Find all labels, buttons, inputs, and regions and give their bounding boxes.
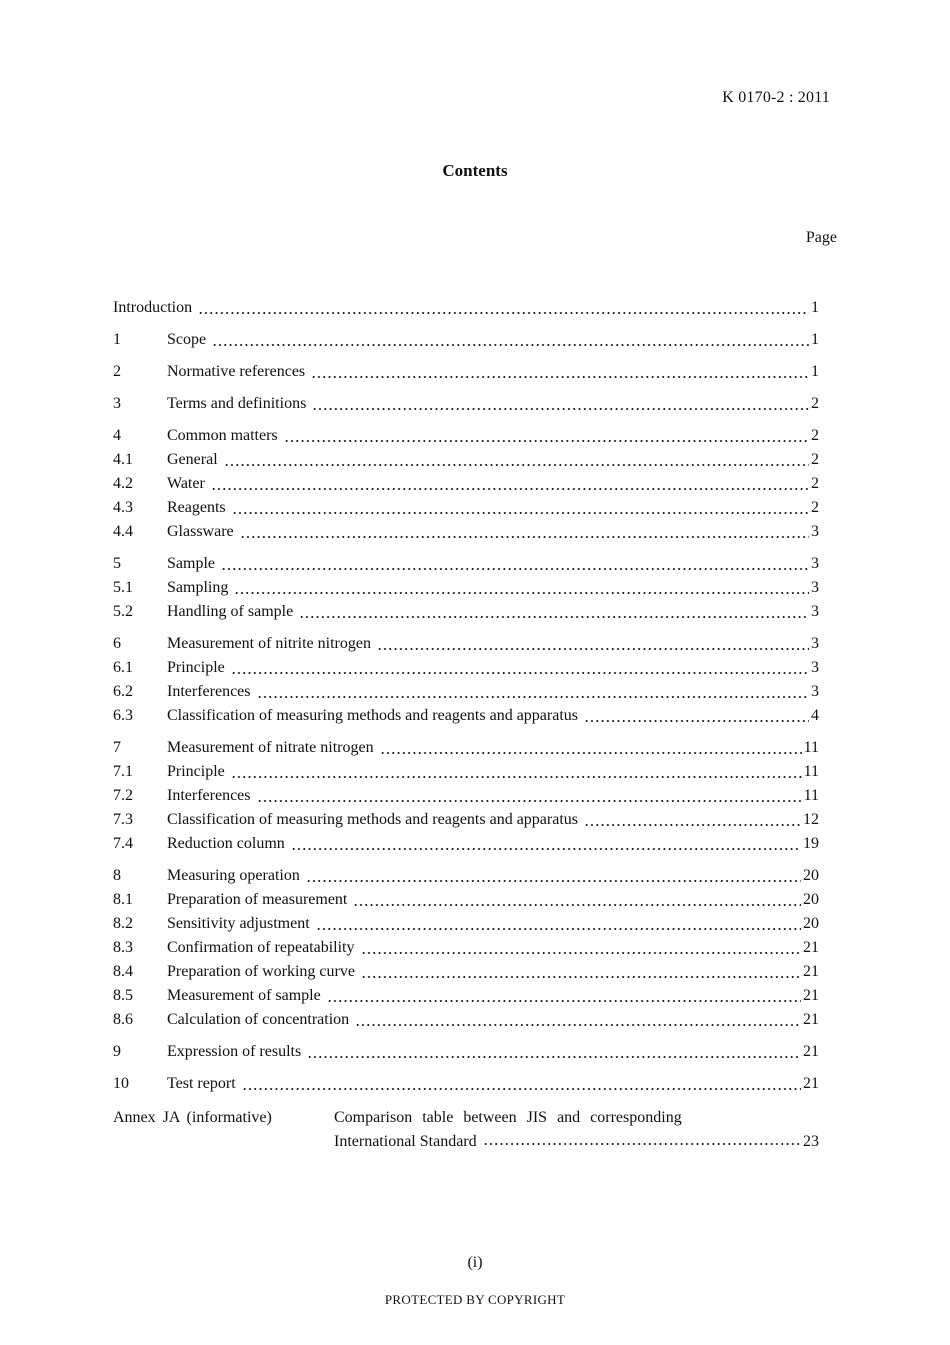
toc-entry[interactable] bbox=[113, 1011, 819, 1035]
dot-leader bbox=[231, 672, 809, 674]
toc-entry[interactable] bbox=[113, 603, 819, 627]
toc-entry[interactable] bbox=[113, 835, 819, 859]
toc-entry-title: Measurement of sample bbox=[167, 987, 321, 1004]
dot-leader bbox=[211, 488, 809, 490]
toc-entry-title: Interferences bbox=[167, 787, 251, 804]
toc-entry-title: Sensitivity adjustment bbox=[167, 915, 310, 932]
toc-entry-number: 7.2 bbox=[113, 787, 133, 804]
toc-entry-number: 8.5 bbox=[113, 987, 133, 1004]
toc-entry-page: 4 bbox=[811, 707, 819, 724]
document-id: K 0170-2 : 2011 bbox=[722, 89, 830, 106]
toc-entry-title: Handling of sample bbox=[167, 603, 294, 620]
toc-entry[interactable] bbox=[113, 915, 819, 939]
toc-entry-number: 8.6 bbox=[113, 1011, 133, 1028]
toc-entry-page: 2 bbox=[811, 395, 819, 412]
toc-entry-title: Calculation of concentration bbox=[167, 1011, 350, 1028]
toc-entry[interactable] bbox=[113, 299, 819, 323]
toc-entry-title: Expression of results bbox=[167, 1043, 302, 1060]
dot-leader bbox=[234, 592, 809, 594]
toc-entry-page: 3 bbox=[811, 523, 819, 540]
dot-leader bbox=[198, 312, 809, 314]
toc-entry[interactable] bbox=[113, 475, 819, 499]
toc-entry-title: Principle bbox=[167, 659, 225, 676]
annex-title-line2: International Standard bbox=[334, 1133, 477, 1150]
toc-entry[interactable] bbox=[113, 763, 819, 787]
toc-entry-title: Preparation of working curve bbox=[167, 963, 355, 980]
dot-leader bbox=[355, 1024, 801, 1026]
toc-entry-page: 21 bbox=[803, 987, 819, 1004]
toc-entry-page: 3 bbox=[811, 555, 819, 572]
toc-entry-page: 20 bbox=[803, 891, 819, 908]
toc-entry[interactable] bbox=[113, 363, 819, 387]
toc-entry-number: 8.1 bbox=[113, 891, 133, 908]
dot-leader bbox=[361, 976, 801, 978]
dot-leader bbox=[242, 1088, 801, 1090]
toc-entry-page: 1 bbox=[811, 299, 819, 316]
toc-entry[interactable] bbox=[113, 683, 819, 707]
toc-entry[interactable] bbox=[113, 939, 819, 963]
toc-entry-number: 4.4 bbox=[113, 523, 133, 540]
toc-entry[interactable] bbox=[113, 395, 819, 419]
dot-leader bbox=[231, 776, 802, 778]
toc-entry-number: 8.4 bbox=[113, 963, 133, 980]
page-column-label: Page bbox=[805, 229, 837, 246]
toc-entry-page: 2 bbox=[811, 451, 819, 468]
toc-entry-number: 9 bbox=[113, 1043, 121, 1060]
toc-entry-page: 1 bbox=[811, 363, 819, 380]
dot-leader bbox=[307, 1056, 801, 1058]
annex-title-line2-row bbox=[334, 1133, 819, 1151]
dot-leader bbox=[311, 376, 809, 378]
toc-entry-number: 4.1 bbox=[113, 451, 133, 468]
toc-entry-number: 5.1 bbox=[113, 579, 133, 596]
toc-entry-page: 3 bbox=[811, 683, 819, 700]
dot-leader bbox=[361, 952, 802, 954]
toc-entry[interactable] bbox=[113, 963, 819, 987]
toc-entry[interactable] bbox=[113, 1043, 819, 1067]
toc-entry[interactable] bbox=[113, 451, 819, 475]
toc-entry-page: 2 bbox=[811, 427, 819, 444]
dot-leader bbox=[299, 616, 809, 618]
toc-entry-number: 6.3 bbox=[113, 707, 133, 724]
toc-entry-title: Scope bbox=[167, 331, 207, 348]
toc-entry-title: Introduction bbox=[113, 299, 193, 316]
toc-entry[interactable] bbox=[113, 811, 819, 835]
toc-entry-page: 21 bbox=[803, 1075, 819, 1092]
toc-entry-title: Classification of measuring methods and reagents and apparatus bbox=[167, 811, 578, 828]
toc-entry[interactable] bbox=[113, 707, 819, 731]
toc-entry-title: Preparation of measurement bbox=[167, 891, 348, 908]
dot-leader bbox=[312, 408, 809, 410]
toc-entry-number: 8.2 bbox=[113, 915, 133, 932]
dot-leader bbox=[584, 824, 801, 826]
toc-entry-page: 11 bbox=[803, 787, 819, 804]
toc-entry[interactable] bbox=[113, 555, 819, 579]
toc-entry-page: 3 bbox=[811, 659, 819, 676]
toc-entry[interactable] bbox=[113, 891, 819, 915]
dot-leader bbox=[380, 752, 802, 754]
toc-entry-number: 7.4 bbox=[113, 835, 133, 852]
toc-entry[interactable] bbox=[113, 987, 819, 1011]
dot-leader bbox=[316, 928, 801, 930]
toc-entry-page: 21 bbox=[803, 1011, 819, 1028]
toc-entry-number: 3 bbox=[113, 395, 121, 412]
toc-entry-number: 1 bbox=[113, 331, 121, 348]
toc-entry[interactable] bbox=[113, 867, 819, 891]
toc-entry-title: Interferences bbox=[167, 683, 251, 700]
toc-entry-title: Water bbox=[167, 475, 205, 492]
toc-entry-title: Normative references bbox=[167, 363, 306, 380]
toc-entry-page: 19 bbox=[803, 835, 819, 852]
toc-entry-page: 3 bbox=[811, 579, 819, 596]
toc-entry-title: Sample bbox=[167, 555, 215, 572]
toc-entry-title: Classification of measuring methods and reagents and apparatus bbox=[167, 707, 578, 724]
toc-entry-title: Glassware bbox=[167, 523, 234, 540]
dot-leader bbox=[232, 512, 809, 514]
toc-entry-page: 11 bbox=[803, 763, 819, 780]
toc-entry-page: 11 bbox=[803, 739, 819, 756]
toc-entry-title: Common matters bbox=[167, 427, 278, 444]
dot-leader bbox=[483, 1143, 801, 1145]
toc-entry[interactable] bbox=[113, 523, 819, 547]
toc-entry[interactable] bbox=[113, 579, 819, 603]
toc-entry-number: 8 bbox=[113, 867, 121, 884]
toc-entry[interactable] bbox=[113, 739, 819, 763]
dot-leader bbox=[212, 344, 809, 346]
toc-entry[interactable] bbox=[113, 787, 819, 811]
toc-entry-number: 5.2 bbox=[113, 603, 133, 620]
dot-leader bbox=[377, 648, 809, 650]
dot-leader bbox=[257, 800, 802, 802]
toc-entry-number: 2 bbox=[113, 363, 121, 380]
toc-entry-title: Test report bbox=[167, 1075, 236, 1092]
dot-leader bbox=[257, 696, 810, 698]
toc-entry-title: Confirmation of repeatability bbox=[167, 939, 355, 956]
dot-leader bbox=[221, 568, 809, 570]
toc-entry-page: 21 bbox=[803, 939, 819, 956]
toc-entry[interactable] bbox=[113, 427, 819, 451]
toc-entry-number: 5 bbox=[113, 555, 121, 572]
toc-entry-number: 8.3 bbox=[113, 939, 133, 956]
toc-entry-page: 21 bbox=[803, 963, 819, 980]
annex-label: Annex JA (informative) bbox=[113, 1109, 272, 1126]
toc-entry-number: 10 bbox=[113, 1075, 129, 1092]
toc-entry-number: 4 bbox=[113, 427, 121, 444]
toc-entry-page: 1 bbox=[811, 331, 819, 348]
toc-entry-page: 12 bbox=[803, 811, 819, 828]
annex-page: 23 bbox=[803, 1133, 819, 1150]
toc-entry-page: 2 bbox=[811, 475, 819, 492]
toc-entry-page: 3 bbox=[811, 603, 819, 620]
toc-entry-title: Measuring operation bbox=[167, 867, 300, 884]
toc-entry-number: 7.1 bbox=[113, 763, 133, 780]
toc-entry-page: 20 bbox=[803, 867, 819, 884]
toc-annex-entry[interactable] bbox=[113, 1109, 819, 1157]
toc-entry[interactable] bbox=[113, 499, 819, 523]
toc-entry-title: Sampling bbox=[167, 579, 229, 596]
table-of-contents bbox=[113, 299, 819, 1157]
dot-leader bbox=[291, 848, 801, 850]
toc-entry-number: 6.1 bbox=[113, 659, 133, 676]
toc-entry-title: Measurement of nitrate nitrogen bbox=[167, 739, 374, 756]
toc-entry-number: 6 bbox=[113, 635, 121, 652]
toc-entry-page: 21 bbox=[803, 1043, 819, 1060]
toc-entry-title: Principle bbox=[167, 763, 225, 780]
toc-entry-number: 4.3 bbox=[113, 499, 133, 516]
toc-entry[interactable] bbox=[113, 1075, 819, 1099]
toc-entry-number: 7 bbox=[113, 739, 121, 756]
toc-entry[interactable] bbox=[113, 331, 819, 355]
toc-entry-page: 2 bbox=[811, 499, 819, 516]
footer-page-number: (i) bbox=[467, 1254, 483, 1271]
toc-entry-number: 6.2 bbox=[113, 683, 133, 700]
toc-entry-title: Measurement of nitrite nitrogen bbox=[167, 635, 371, 652]
toc-entry-number: 7.3 bbox=[113, 811, 133, 828]
toc-entry-page: 20 bbox=[803, 915, 819, 932]
toc-entry-title: Reagents bbox=[167, 499, 226, 516]
toc-entry-title: Reduction column bbox=[167, 835, 285, 852]
page-title: Contents bbox=[442, 161, 508, 180]
copyright-notice: PROTECTED BY COPYRIGHT bbox=[384, 1292, 566, 1307]
dot-leader bbox=[240, 536, 809, 538]
toc-entry-page: 3 bbox=[811, 635, 819, 652]
toc-entry[interactable] bbox=[113, 635, 819, 659]
dot-leader bbox=[584, 720, 809, 722]
toc-entry[interactable] bbox=[113, 659, 819, 683]
toc-entry-number: 4.2 bbox=[113, 475, 133, 492]
dot-leader bbox=[224, 464, 809, 466]
dot-leader bbox=[306, 880, 801, 882]
dot-leader bbox=[284, 440, 809, 442]
dot-leader bbox=[353, 904, 801, 906]
toc-entry-title: General bbox=[167, 451, 218, 468]
dot-leader bbox=[327, 1000, 801, 1002]
annex-title-line1: Comparison table between JIS and corresponding bbox=[334, 1109, 682, 1126]
toc-entry-title: Terms and definitions bbox=[167, 395, 307, 412]
